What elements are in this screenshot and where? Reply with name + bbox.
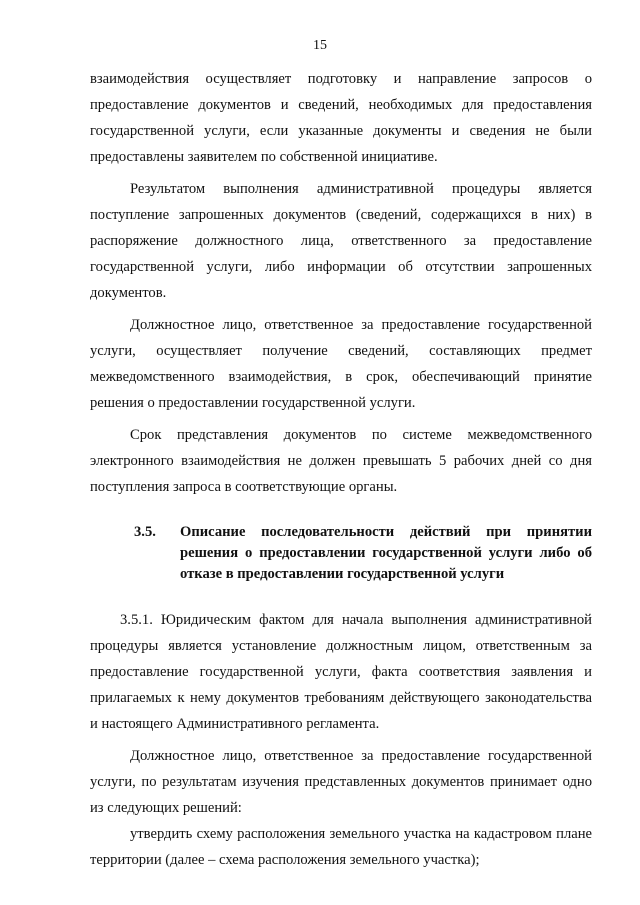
- section-number: 3.5.: [134, 524, 156, 540]
- section-heading: [90, 522, 592, 585]
- paragraph-result: Результатом выполнения административной процедуры является поступление запрошенных документов (сведений, содержащихся в них) в распоряжение должностного лица, ответственного за предоставление государственной услуги, либо информации об отсутствии запрошенных документов.: [90, 181, 592, 301]
- paragraph-decisions: Должностное лицо, ответственное за предоставление государственной услуги, по результатам изучения представленных документов принимает одно из следующих решений:: [90, 748, 592, 816]
- page-number: 15: [313, 38, 327, 53]
- document-body: [90, 66, 592, 873]
- section-title: Описание последовательности действий при принятии решения о предоставлении государственной услуги либо об отказе в предоставлении государственной услуги: [180, 524, 592, 582]
- paragraph-official: Должностное лицо, ответственное за предоставление государственной услуги, осуществляет получение сведений, составляющих предмет межведомственного взаимодействия, в срок, обеспечивающий принятие решения о предоставлении государственной услуги.: [90, 317, 592, 411]
- paragraph-approve-scheme: утвердить схему расположения земельного участка на кадастровом плане территории (далее – схема расположения земельного участка);: [90, 826, 592, 868]
- paragraph-legal-fact: 3.5.1. Юридическим фактом для начала выполнения административной процедуры является установление должностным лицом, ответственным за предоставление государственной услуги, факта соответствия заявления и прилагаемых к нему документов требованиям действующего законодательства и настоящего Административного регламента.: [90, 612, 592, 732]
- paragraph-deadline: Срок представления документов по системе межведомственного электронного взаимодействия не должен превышать 5 рабочих дней со дня поступления запроса в соответствующие органы.: [90, 427, 592, 495]
- paragraph-continuation: взаимодействия осуществляет подготовку и направление запросов о предоставление документов и сведений, необходимых для предоставления государственной услуги, если указанные документы и сведения не были предоставлены заявителем по собственной инициативе.: [90, 71, 592, 165]
